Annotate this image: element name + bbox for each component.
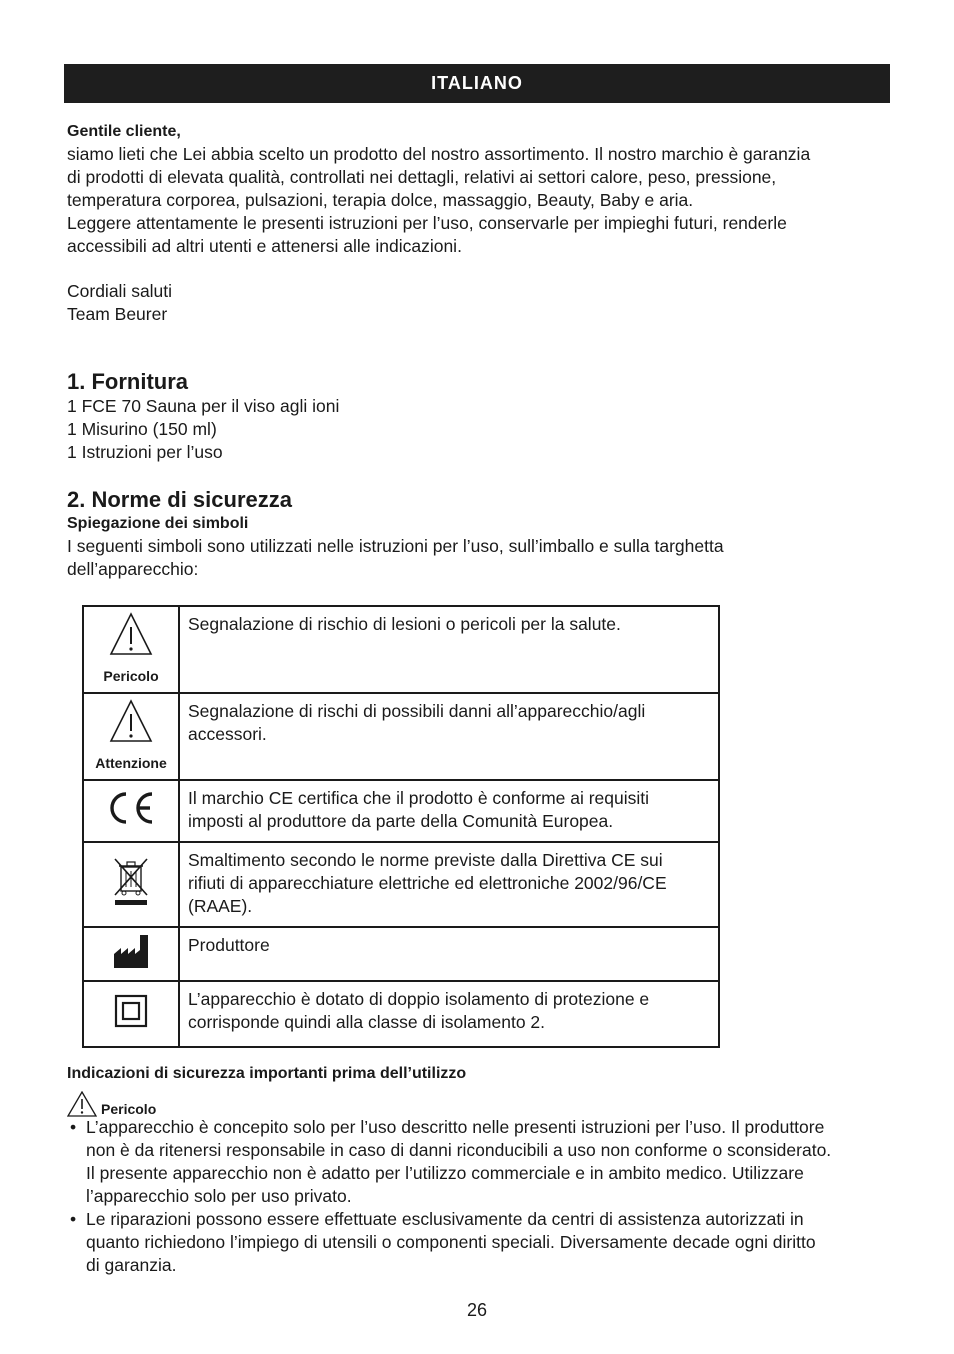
warning-label-row [67,1093,892,1117]
double-insulation-icon [113,993,149,1029]
symbol-text: Produttore [188,935,270,955]
warning-label: Pericolo [101,1101,157,1117]
delivery-item: 1 Misurino (150 ml) [67,419,217,439]
closing-signature: Team Beurer [67,304,168,324]
bullet-line: di garanzia. [86,1255,177,1275]
symbols-table [82,605,720,1048]
symbol-icon-cell [83,842,179,927]
safety-bullet-list [67,1116,892,1277]
language-title: ITALIANO [431,73,523,93]
delivery-item: 1 FCE 70 Sauna per il viso agli ioni [67,396,340,416]
symbol-text: Segnalazione di rischi di possibili danni all’apparecchio/agli [188,701,646,721]
bullet-line: non è da ritenersi responsabile in caso di danni riconducibili a uso non conforme o sconsiderato. [86,1140,832,1160]
symbol-icon-cell [83,780,179,842]
closing-block [67,280,892,326]
symbol-text: (RAAE). [188,896,253,916]
warning-triangle-icon [67,1091,97,1117]
symbols-description: dell’apparecchio: [67,559,199,579]
intro-line: siamo lieti che Lei abbia scelto un prodotto del nostro assortimento. Il nostro marchio è garanzia [67,144,811,164]
symbol-text: Smaltimento secondo le norme previste dalla Direttiva CE sui [188,850,663,870]
manufacturer-icon [111,932,151,970]
bullet-line: • Le riparazioni possono essere effettuate esclusivamente da centri di assistenza autorizzati in [86,1209,804,1229]
symbol-text: accessori. [188,724,267,744]
intro-line: Leggere attentamente le presenti istruzioni per l’uso, conservarle per impieghi futuri, renderle [67,213,787,233]
symbol-label: Pericolo [103,668,159,684]
list-item [67,1116,892,1208]
symbol-label: Attenzione [95,755,167,771]
bullet-line: l’apparecchio solo per uso privato. [86,1186,352,1206]
page-number: 26 [466,1300,488,1320]
symbol-description [179,927,719,981]
intro-line: di prodotti di elevata qualità, controllati nei dettagli, relativi ai settori calore, peso, pressione, [67,167,777,187]
bullet-line: Il presente apparecchio non è adatto per l’utilizzo commerciale e in ambito medico. Utilizzare [86,1163,804,1183]
symbol-text: imposti al produttore da parte della Comunità Europea. [188,811,614,831]
table-row [83,606,719,693]
table-row [83,927,719,981]
symbol-icon-cell [83,606,179,693]
delivery-item: 1 Istruzioni per l’uso [67,442,223,462]
symbol-description [179,693,719,780]
symbol-icon-cell [83,981,179,1047]
table-row [83,981,719,1047]
intro-line: accessibili ad altri utenti e attenersi alle indicazioni. [67,236,462,256]
bullet-line: • L’apparecchio è concepito solo per l’uso descritto nelle presenti istruzioni per l’uso. Il produttore [86,1117,825,1137]
warning-triangle-icon [108,611,154,657]
closing-regards: Cordiali saluti [67,281,173,301]
warning-triangle-icon [108,698,154,744]
symbol-description [179,981,719,1047]
table-row [83,780,719,842]
symbol-description [179,606,719,693]
symbols-description: I seguenti simboli sono utilizzati nelle istruzioni per l’uso, sull’imballo e sulla targhetta [67,536,724,556]
safety-heading: Indicazioni di sicurezza importanti prima dell’utilizzo [67,1065,467,1082]
intro-block [67,120,892,258]
symbol-text: Il marchio CE certifica che il prodotto è conforme ai requisiti [188,788,650,808]
table-row [83,842,719,927]
symbol-text: Segnalazione di rischio di lesioni o pericoli per la salute. [188,614,621,634]
weee-crossed-bin-icon [111,857,151,907]
language-banner [64,64,890,103]
symbol-icon-cell [83,693,179,780]
section-title: 1. Fornitura [67,369,189,394]
symbol-text: rifiuti di apparecchiature elettriche ed elettroniche 2002/96/CE [188,873,667,893]
salutation: Gentile cliente, [67,123,181,140]
symbol-icon-cell [83,927,179,981]
section-fornitura [67,369,892,464]
safety-section [67,1062,892,1277]
symbols-subtitle: Spiegazione dei simboli [67,515,249,532]
symbol-text: corrisponde quindi alla classe di isolamento 2. [188,1012,546,1032]
symbol-description [179,780,719,842]
ce-mark-icon [106,790,156,826]
table-row [83,693,719,780]
section-title: 2. Norme di sicurezza [67,487,292,512]
intro-line: temperatura corporea, pulsazioni, terapia dolce, massaggio, Beauty, Baby e aria. [67,190,694,210]
list-item [67,1208,892,1277]
symbol-text: L’apparecchio è dotato di doppio isolamento di protezione e [188,989,650,1009]
section-norme-sicurezza [67,487,892,581]
symbol-description [179,842,719,927]
bullet-line: quanto richiedono l’impiego di utensili o componenti speciali. Diversamente decade ogni diritto [86,1232,816,1252]
